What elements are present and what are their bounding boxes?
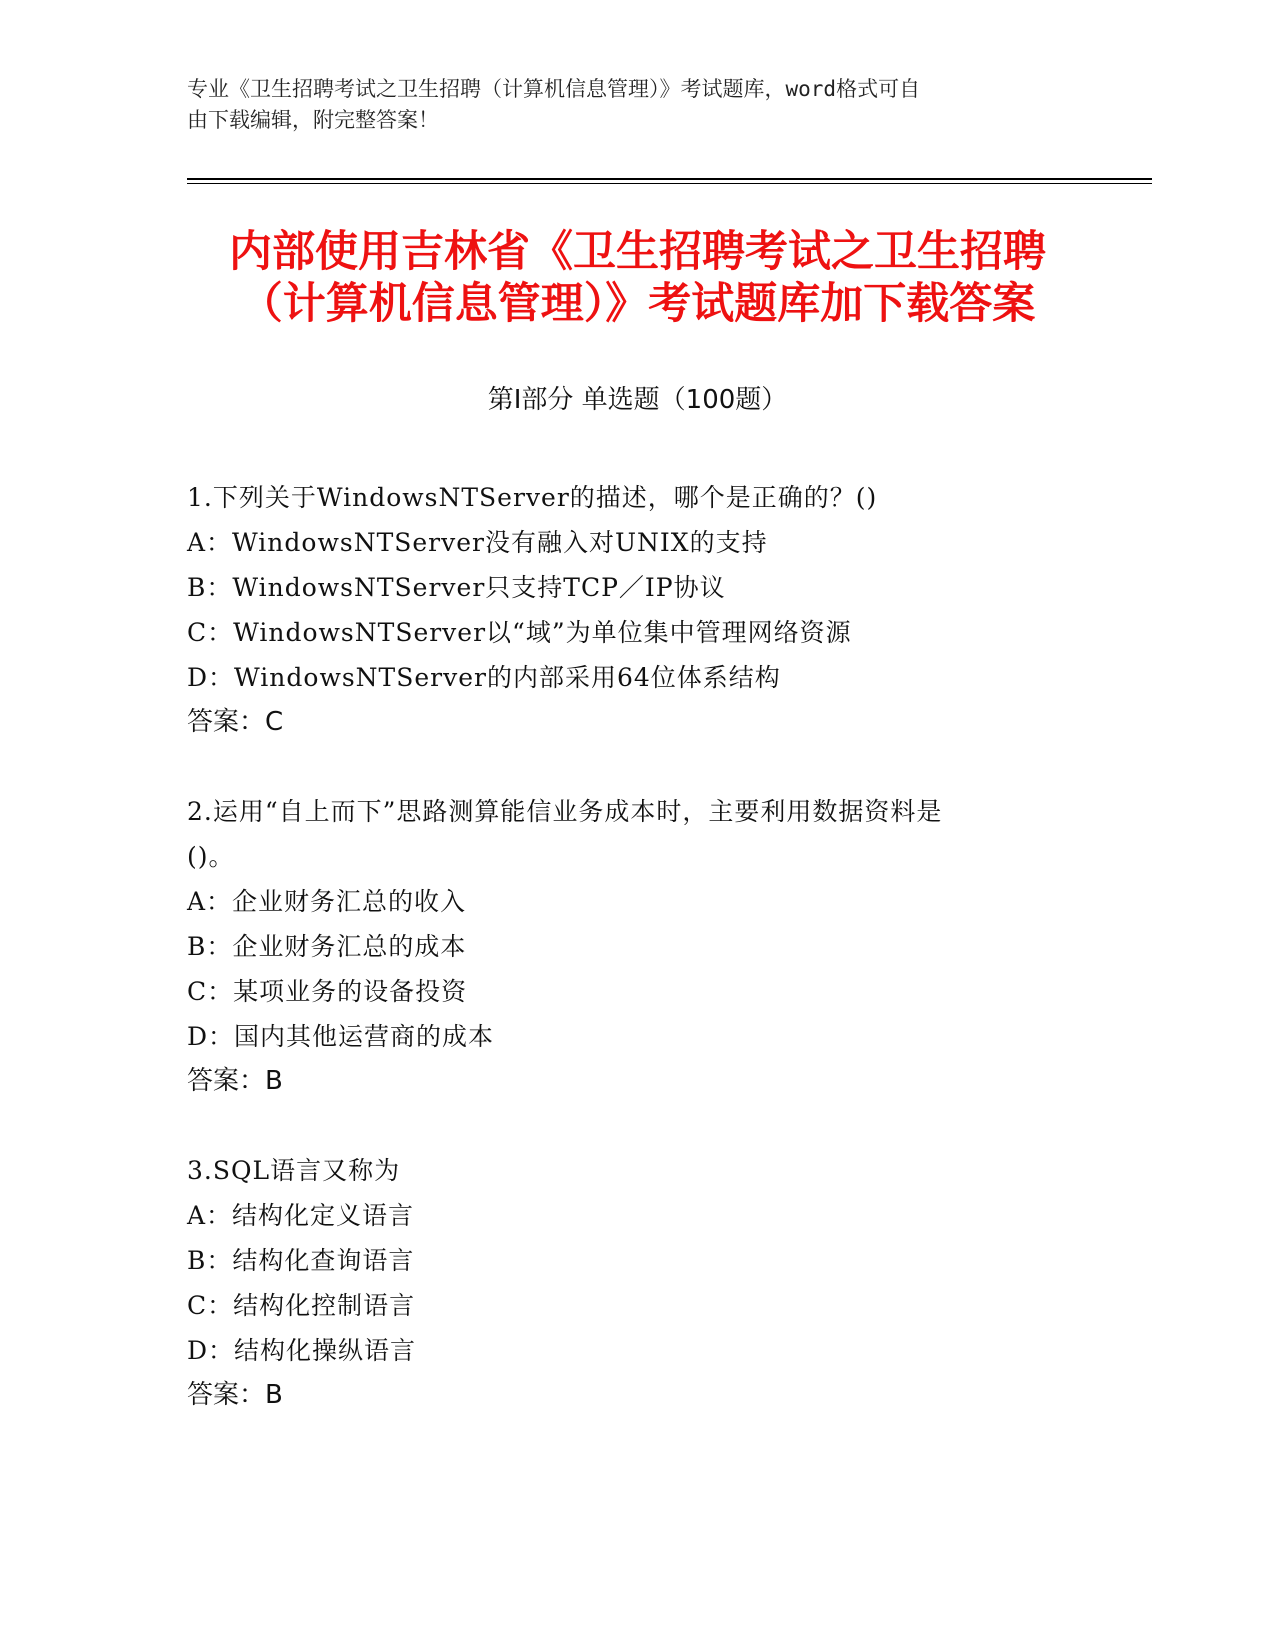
- header-note-line-2: 由下载编辑，附完整答案！: [187, 108, 439, 132]
- answer: 答案：C: [187, 707, 284, 737]
- question-stem-line-1: 3.SQL语言又称为: [187, 1156, 401, 1185]
- question-stem-line-1: 2.运用“自上而下”思路测算能信业务成本时，主要利用数据资料是: [187, 797, 943, 826]
- header-rule-thick: [187, 178, 1152, 180]
- question-stem: [187, 1148, 1067, 1193]
- option-a: A：WindowsNTServer没有融入对UNIX的支持: [187, 528, 768, 557]
- question-stem-line-2: ()。: [187, 842, 235, 871]
- option-b: B：企业财务汇总的成本: [187, 932, 467, 961]
- document-title-line-2: （计算机信息管理）》考试题库加下载答案: [239, 279, 1036, 329]
- option-d: D：结构化操纵语言: [187, 1336, 417, 1365]
- option-d: D：WindowsNTServer的内部采用64位体系结构: [187, 663, 781, 692]
- option-a: A：结构化定义语言: [187, 1201, 415, 1230]
- question-stem: [187, 789, 1067, 879]
- header-note: [187, 74, 1087, 136]
- question-1: [187, 475, 1067, 745]
- option-a: A：企业财务汇总的收入: [187, 887, 467, 916]
- header-rule-thin: [187, 183, 1152, 184]
- answer: 答案：B: [187, 1066, 283, 1096]
- question-3: [187, 1148, 1067, 1418]
- document-title-line-1: 内部使用吉林省《卫生招聘考试之卫生招聘: [229, 227, 1046, 277]
- section-heading: 第Ⅰ部分 单选题（100题）: [487, 385, 788, 415]
- option-c: C：结构化控制语言: [187, 1291, 416, 1320]
- option-b: B：结构化查询语言: [187, 1246, 415, 1275]
- question-stem: [187, 475, 1067, 520]
- option-b: B：WindowsNTServer只支持TCP／IP协议: [187, 573, 726, 602]
- question-2: [187, 789, 1067, 1104]
- question-list: [187, 475, 1067, 1462]
- option-c: C：某项业务的设备投资: [187, 977, 468, 1006]
- option-c: C：WindowsNTServer以“域”为单位集中管理网络资源: [187, 618, 852, 647]
- header-note-line-1: 专业《卫生招聘考试之卫生招聘（计算机信息管理）》考试题库，word格式可自: [187, 77, 921, 101]
- document-title: [150, 226, 1125, 330]
- option-d: D：国内其他运营商的成本: [187, 1022, 495, 1051]
- answer: 答案：B: [187, 1380, 283, 1410]
- question-stem-line-1: 1.下列关于WindowsNTServer的描述，哪个是正确的？(): [187, 483, 878, 512]
